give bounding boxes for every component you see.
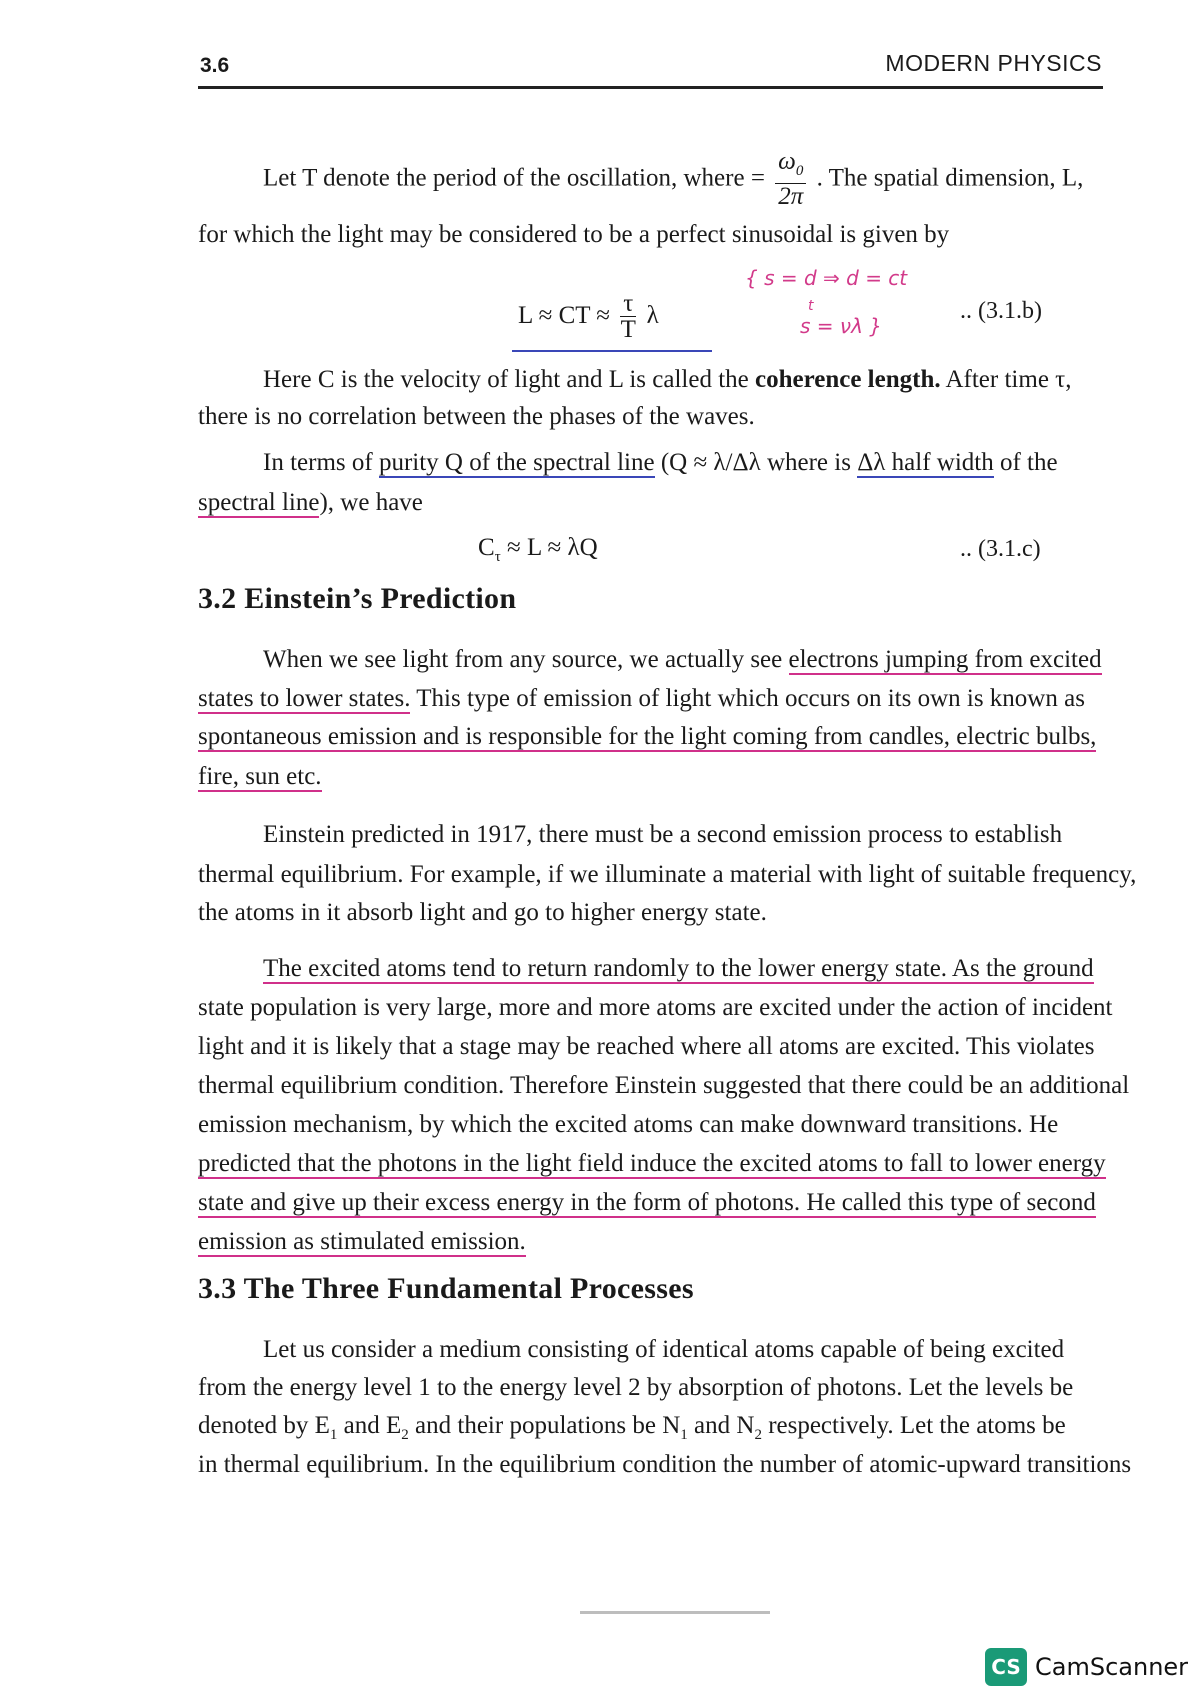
text-run: In terms of	[263, 449, 379, 476]
text-run: denoted by E	[198, 1412, 330, 1439]
handwritten-note-line1: { s = d ⇒ d = ct	[745, 266, 908, 290]
text-run: and N	[687, 1412, 755, 1439]
underlined-run: purity Q of the spectral line	[378, 449, 655, 476]
para3-line3	[198, 722, 1096, 752]
underlined-run: state and give up their excess energy in the form of photons. He called this type of second	[198, 1189, 1096, 1216]
para5-line3: light and it is likely that a stage may be reached where all atoms are excited. This violates	[198, 1033, 1095, 1060]
para5-line6	[198, 1149, 1106, 1179]
para3-line4	[198, 762, 322, 792]
camscanner-logo-icon: CS	[985, 1648, 1027, 1686]
underlined-run: predicted that the photons in the light field induce the excited atoms to fall to lower energy	[198, 1150, 1106, 1177]
para2-line4	[198, 488, 423, 518]
para5-line4: thermal equilibrium condition. Therefore Einstein suggested that there could be an additional	[198, 1072, 1130, 1099]
handwritten-mark: t	[808, 298, 814, 314]
underlined-run: The excited atoms tend to return randomly to the lower energy state. As the ground	[263, 955, 1094, 982]
underlined-run: spectral line	[198, 489, 320, 516]
text-run: . The spatial dimension, L,	[816, 164, 1084, 192]
para2-line2: there is no correlation between the phases of the waves.	[198, 403, 755, 430]
section-heading-3-2: 3.2 Einstein’s Prediction	[198, 582, 517, 615]
para1-line1	[263, 150, 1083, 210]
tau-over-t-fraction	[620, 292, 636, 343]
para4-line3: the atoms in it absorb light and go to higher energy state.	[198, 899, 767, 926]
eq-lhs: C	[478, 534, 495, 561]
equation-number: .. (3.1.b)	[960, 298, 1042, 324]
pen-underline	[512, 350, 712, 352]
term-coherence-length: coherence length.	[755, 366, 941, 393]
eq-rhs: λ	[646, 302, 659, 330]
text-run: and E	[337, 1412, 402, 1439]
text-run: Let T denote the period of the oscillation, where =	[263, 164, 765, 192]
para5-line1	[263, 954, 1094, 984]
text-run: This type of emission of light which occurs on its own is known as	[410, 685, 1085, 712]
eq-rest: ≈ L ≈ λQ	[506, 534, 598, 561]
subscript: 2	[754, 1427, 762, 1443]
para5-line2: state population is very large, more and more atoms are excited under the action of incident	[198, 994, 1113, 1021]
para5-line5: emission mechanism, by which the excited atoms can make downward transitions. He	[198, 1111, 1059, 1138]
text-run: and their populations be N	[408, 1412, 681, 1439]
para6-line1: Let us consider a medium consisting of identical atoms capable of being excited	[263, 1336, 1065, 1363]
frac-numerator: ω	[778, 148, 796, 175]
page-number: 3.6	[200, 54, 230, 77]
para5-line8	[198, 1227, 526, 1257]
underlined-run: electrons jumping from excited	[788, 646, 1102, 673]
para2-line1	[263, 365, 1071, 395]
frac-subscript: 0	[795, 163, 804, 179]
frac-numerator: τ	[620, 292, 636, 317]
omega-fraction	[775, 150, 806, 210]
para4-line2: thermal equilibrium. For example, if we illuminate a material with light of suitable frequency,	[198, 861, 1137, 888]
equation-3-1-b	[518, 292, 659, 343]
para3-line2	[198, 684, 1085, 714]
equation-number: .. (3.1.c)	[960, 536, 1041, 562]
subscript: 1	[680, 1427, 688, 1443]
text-run: After time τ,	[940, 366, 1072, 393]
camscanner-watermark: CamScanner	[1035, 1653, 1189, 1681]
para4-line1: Einstein predicted in 1917, there must be a second emission process to establish	[263, 821, 1063, 848]
header-rule	[198, 86, 1103, 89]
eq-lhs: L ≈ CT ≈	[518, 302, 611, 330]
para6-line3	[198, 1411, 1066, 1450]
section-heading-3-3: 3.3 The Three Fundamental Processes	[198, 1272, 694, 1305]
text-run: When we see light from any source, we actually see	[263, 646, 789, 673]
underlined-run: fire, sun etc.	[198, 763, 322, 790]
eq-subscript: τ	[494, 549, 501, 565]
underlined-run: states to lower states.	[198, 685, 411, 712]
subscript: 1	[329, 1427, 338, 1443]
underlined-run: Δλ half width	[857, 449, 994, 476]
para2-line3	[263, 448, 1058, 478]
running-title: MODERN PHYSICS	[885, 50, 1102, 76]
para3-line1	[263, 645, 1102, 675]
para6-line4: in thermal equilibrium. In the equilibrium condition the number of atomic-upward transitions	[198, 1451, 1132, 1478]
underlined-run: emission as stimulated emission.	[198, 1228, 526, 1255]
equation-3-1-c	[478, 534, 598, 566]
handwritten-note-line2: s = νλ }	[800, 314, 882, 338]
subscript: 2	[401, 1427, 409, 1443]
text-run: respectively. Let the atoms be	[761, 1412, 1066, 1439]
text-run: Here C is the velocity of light and L is called the	[263, 366, 755, 393]
scan-smudge	[580, 1611, 770, 1614]
frac-denominator: 2π	[778, 183, 804, 210]
para6-line2: from the energy level 1 to the energy level 2 by absorption of photons. Let the levels be	[198, 1374, 1074, 1401]
underlined-run: spontaneous emission and is responsible for the light coming from candles, electric bulbs,	[198, 723, 1097, 750]
text-run: (Q ≈ λ/Δλ where is	[654, 449, 858, 476]
para5-line7	[198, 1188, 1096, 1218]
text-run: ), we have	[319, 489, 423, 516]
frac-denominator: T	[620, 316, 636, 343]
text-run: of the	[993, 449, 1058, 476]
para1-line2: for which the light may be considered to be a perfect sinusoidal is given by	[198, 221, 950, 248]
